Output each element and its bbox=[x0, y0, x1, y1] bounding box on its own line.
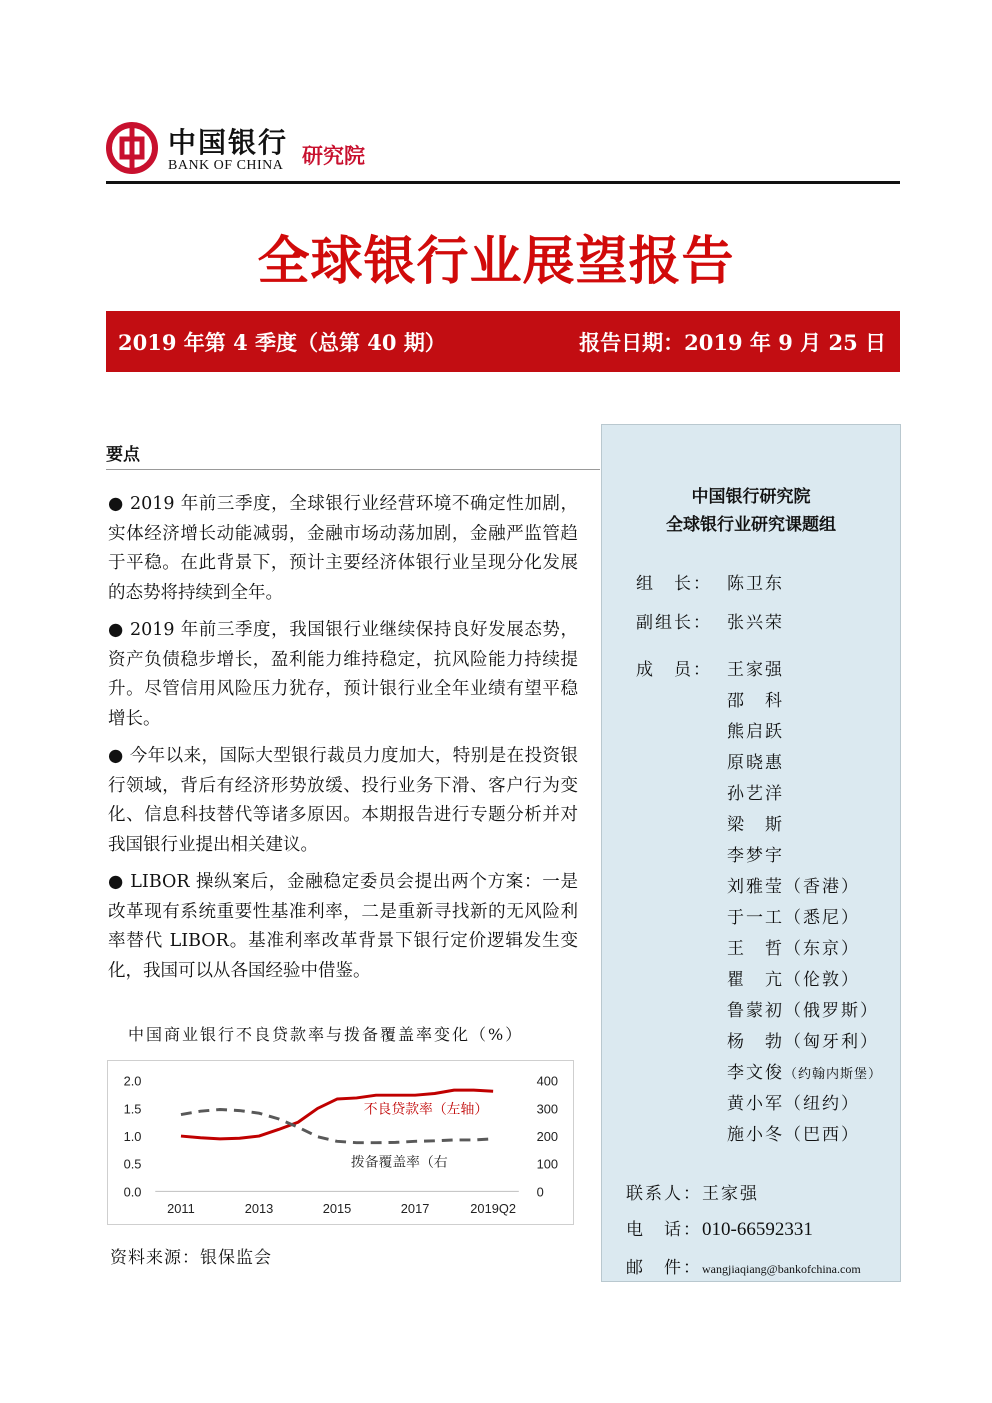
phone-label: 电 话： bbox=[626, 1220, 702, 1240]
members-label: 成 员： bbox=[636, 660, 712, 680]
member-name: 于一工（悉尼） bbox=[727, 908, 860, 928]
x-tick-label: 2015 bbox=[322, 1201, 352, 1217]
x-tick-label: 2011 bbox=[167, 1201, 195, 1217]
issue-label: 2019 年第 4 季度（总第 40 期） bbox=[118, 329, 446, 355]
member-name: 刘雅莹（香港） bbox=[727, 877, 860, 897]
logo-english-name: BANK OF CHINA bbox=[168, 158, 284, 173]
team-name: 全球银行业研究课题组 bbox=[666, 515, 836, 535]
contact-row bbox=[626, 1179, 759, 1204]
contact-name: 王家强 bbox=[702, 1184, 759, 1204]
leader-label: 组 长： bbox=[636, 574, 712, 594]
y-left-tick-label: 0.0 bbox=[123, 1184, 142, 1200]
phone-number: 010-66592331 bbox=[702, 1219, 813, 1240]
key-point-item: ● 今年以来，国际大型银行裁员力度加大，特别是在投资银行领域，背后有经济形势放缓、投行业务下滑、客户行为变化、信息科技替代等诸多原因。本期报告进行专题分析并对我国银行业提出相关建议。 bbox=[108, 746, 578, 855]
key-points-heading: 要点 bbox=[106, 445, 140, 465]
y-left-tick-label: 0.5 bbox=[123, 1156, 142, 1172]
email-row bbox=[626, 1253, 861, 1278]
key-point-item: ● 2019 年前三季度，全球银行业经营环境不确定性加剧，实体经济增长动能减弱，金融市场动荡加剧，金融严监管趋于平稳。在此背景下，预计主要经济体银行业呈现分化发展的态势将持续到全年。 bbox=[108, 494, 578, 603]
y-left-tick-label: 1.0 bbox=[123, 1129, 142, 1145]
y-left-tick-label: 1.5 bbox=[123, 1101, 142, 1117]
y-right-tick-label: 100 bbox=[536, 1156, 559, 1172]
member-name: 瞿 亢（伦敦） bbox=[727, 970, 860, 990]
member-name: 施小冬（巴西） bbox=[727, 1125, 860, 1145]
report-date: 报告日期：2019 年 9 月 25 日 bbox=[579, 329, 886, 355]
phone-row bbox=[626, 1215, 813, 1241]
chart-source: 资料来源：银保监会 bbox=[110, 1248, 272, 1268]
x-tick-label: 2013 bbox=[244, 1201, 274, 1217]
contact-label: 联系人： bbox=[626, 1184, 702, 1204]
y-right-tick-label: 400 bbox=[536, 1073, 559, 1089]
key-point-item: ● 2019 年前三季度，我国银行业继续保持良好发展态势，资产负债稳步增长，盈利能力维持稳定，抗风险能力持续提升。尽管信用风险压力犹存，预计银行业全年业绩有望平稳增长。 bbox=[108, 620, 578, 729]
member-name: 王 哲（东京） bbox=[727, 939, 860, 959]
key-points-divider bbox=[106, 469, 600, 470]
deputy-label: 副组长： bbox=[636, 613, 712, 633]
issue-banner bbox=[106, 311, 900, 372]
org-name: 中国银行研究院 bbox=[691, 487, 811, 507]
coverage-series-label: 拨备覆盖率（右 bbox=[350, 1154, 448, 1171]
x-tick-label: 2019Q2 bbox=[470, 1201, 516, 1217]
member-name: 熊启跃 bbox=[727, 722, 784, 742]
key-points-list bbox=[108, 490, 578, 994]
member-name: 李文俊 bbox=[727, 1063, 784, 1083]
member-name-with-note bbox=[727, 1058, 882, 1083]
email-label: 邮 件： bbox=[626, 1258, 702, 1278]
team-org bbox=[602, 483, 900, 539]
member-name: 王家强 bbox=[727, 660, 784, 680]
logo-chinese-name: 中国银行 bbox=[168, 126, 289, 159]
member-name: 梁 斯 bbox=[727, 815, 784, 835]
leader-name: 陈卫东 bbox=[727, 574, 784, 594]
y-right-tick-label: 300 bbox=[536, 1101, 559, 1117]
key-point-item: ● LIBOR 操纵案后，金融稳定委员会提出两个方案：一是改革现有系统重要性基准利率，二是重新寻找新的无风险利率替代 LIBOR。基准利率改革背景下银行定价逻辑发生变化，我国可以从各国经验中借鉴。 bbox=[108, 872, 578, 981]
npl-series-label: 不良贷款率（左轴） bbox=[363, 1101, 489, 1118]
institute-name: 研究院 bbox=[302, 144, 366, 168]
bank-of-china-logo-icon bbox=[106, 122, 158, 174]
member-name: 鲁蒙初（俄罗斯） bbox=[727, 1001, 879, 1021]
member-name: 黄小军（纽约） bbox=[727, 1094, 860, 1114]
y-left-tick-label: 2.0 bbox=[123, 1073, 142, 1089]
member-name: 孙艺洋 bbox=[727, 784, 784, 804]
member-location: （约翰内斯堡） bbox=[784, 1067, 883, 1082]
y-right-tick-label: 200 bbox=[536, 1129, 559, 1145]
research-team-panel bbox=[601, 424, 901, 1282]
email-address: wangjiaqiang@bankofchina.com bbox=[702, 1262, 861, 1276]
chart-svg bbox=[108, 1061, 573, 1224]
member-name: 原晓惠 bbox=[727, 753, 784, 773]
npl-coverage-chart bbox=[107, 1060, 574, 1225]
chart-title: 中国商业银行不良贷款率与拨备覆盖率变化（%） bbox=[128, 1025, 524, 1044]
report-title: 全球银行业展望报告 bbox=[257, 232, 735, 292]
member-name: 杨 勃（匈牙利） bbox=[727, 1032, 879, 1052]
y-right-tick-label: 0 bbox=[536, 1184, 544, 1200]
deputy-name: 张兴荣 bbox=[727, 613, 784, 633]
member-name: 李梦宇 bbox=[727, 846, 784, 866]
header-divider bbox=[106, 181, 900, 184]
bank-logo bbox=[106, 120, 365, 174]
member-name: 邵 科 bbox=[727, 691, 784, 711]
x-tick-label: 2017 bbox=[400, 1201, 430, 1217]
